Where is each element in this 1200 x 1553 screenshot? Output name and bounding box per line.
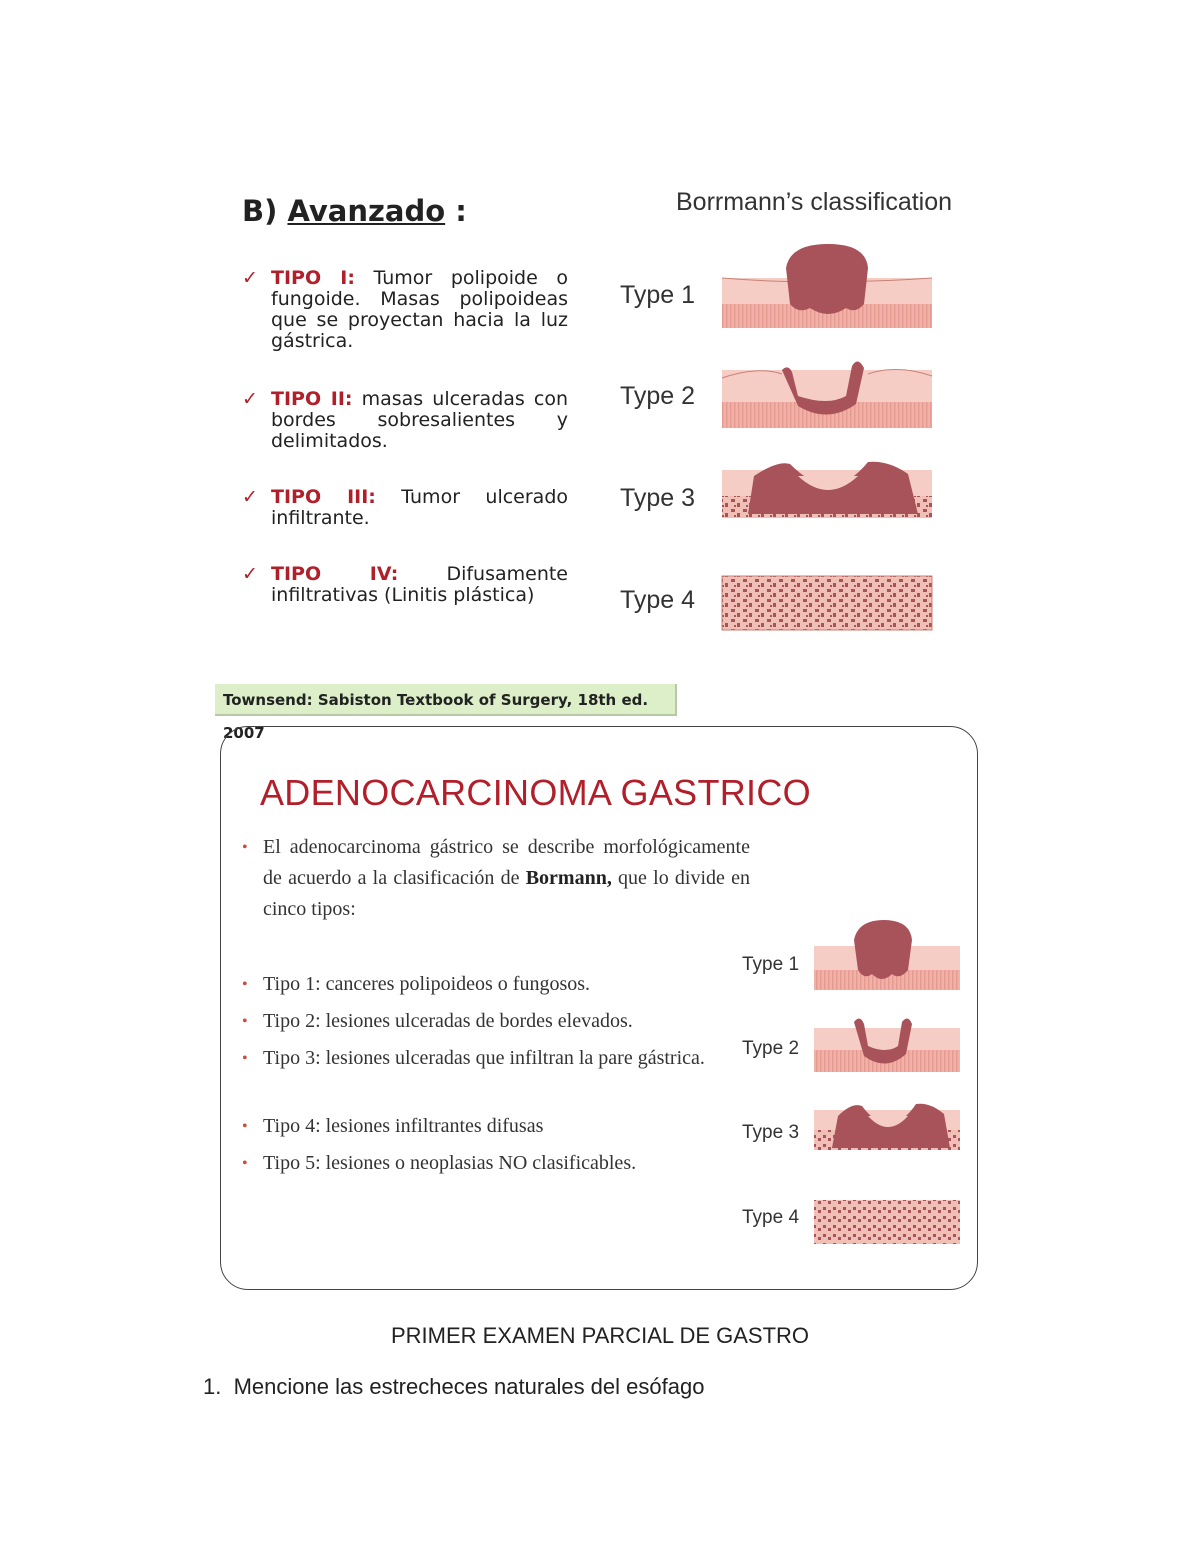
slide-type-label: Type 2 bbox=[742, 1038, 800, 1059]
bullet-text: Tipo 5: lesiones o neoplasias NO clasificables. bbox=[263, 1152, 637, 1174]
bullet-text: Tipo 3: lesiones ulceradas que infiltran la pare gástrica. bbox=[263, 1047, 705, 1069]
tipo-text: masas ulceradas con bordes sobresalientes y delimitados. bbox=[271, 388, 568, 452]
intro-end: que lo divide en cinco tipos: bbox=[263, 867, 750, 920]
slide-type2-illustration bbox=[814, 1018, 960, 1072]
exam-title: PRIMER EXAMEN PARCIAL DE GASTRO bbox=[390, 1323, 810, 1348]
tipo-text: Tumor polipoide o fungoide. Masas polipoideas que se proyectan hacia la luz gástrica. bbox=[271, 267, 568, 352]
tipo-label: TIPO IV: bbox=[271, 563, 399, 585]
bullet-icon: • bbox=[242, 976, 248, 993]
bullet-icon: • bbox=[242, 1155, 248, 1172]
bullet-text: Tipo 2: lesiones ulceradas de bordes elevados. bbox=[263, 1010, 633, 1032]
bullet-text: Tipo 1: canceres polipoideos o fungosos. bbox=[263, 973, 591, 995]
question-text: Mencione las estrecheces naturales del esófago bbox=[233, 1374, 705, 1399]
intro-bold: Bormann, bbox=[525, 867, 612, 889]
tipo-label: TIPO III: bbox=[271, 486, 376, 508]
section-prefix: B) bbox=[242, 194, 278, 228]
tipo-item bbox=[242, 487, 568, 529]
slide-type4-illustration bbox=[814, 1200, 960, 1244]
type-label: Type 1 bbox=[620, 281, 696, 309]
type-label: Type 4 bbox=[620, 586, 696, 614]
tipo-label: TIPO II: bbox=[271, 388, 353, 410]
slide-borrmann-diagram bbox=[812, 918, 962, 1248]
borrmann-title: Borrmann’s classification bbox=[676, 188, 953, 216]
checkmark-icon: ✓ bbox=[242, 267, 258, 289]
bullet-icon: • bbox=[242, 1050, 248, 1067]
bullet-icon: • bbox=[242, 839, 248, 856]
slide-type-label: Type 4 bbox=[742, 1207, 800, 1228]
question-number: 1. bbox=[203, 1374, 222, 1399]
slide-type1-illustration bbox=[814, 920, 960, 990]
checkmark-icon: ✓ bbox=[242, 486, 258, 508]
type-label: Type 2 bbox=[620, 382, 696, 410]
slide-type3-illustration bbox=[814, 1104, 960, 1150]
section-colon: : bbox=[455, 194, 467, 228]
tipo-text: Tumor ulcerado infiltrante. bbox=[271, 486, 568, 529]
type4-illustration bbox=[722, 576, 932, 630]
tipo-item bbox=[242, 564, 568, 606]
bullet-icon: • bbox=[242, 1118, 248, 1135]
checkmark-icon: ✓ bbox=[242, 388, 258, 410]
bullet-item bbox=[242, 1111, 750, 1142]
bullet-text: Tipo 4: lesiones infiltrantes difusas bbox=[263, 1115, 544, 1137]
slide-type-label: Type 3 bbox=[742, 1122, 800, 1143]
bullet-item bbox=[242, 1148, 750, 1179]
bullet-item bbox=[242, 1043, 740, 1074]
bullet-item bbox=[242, 832, 750, 925]
slide-title: ADENOCARCINOMA GASTRICO bbox=[260, 772, 811, 813]
type2-illustration bbox=[722, 361, 932, 428]
type1-illustration bbox=[722, 244, 932, 328]
type-label: Type 3 bbox=[620, 484, 696, 512]
tipo-item bbox=[242, 389, 568, 452]
slide-type-label: Type 1 bbox=[742, 954, 800, 975]
bullet-item bbox=[242, 1006, 750, 1037]
section-heading: Avanzado bbox=[287, 194, 446, 228]
bullet-icon: • bbox=[242, 1013, 248, 1030]
checkmark-icon: ✓ bbox=[242, 563, 258, 585]
type3-illustration bbox=[722, 462, 932, 518]
question-1 bbox=[203, 1374, 704, 1400]
bullet-item bbox=[242, 969, 750, 1000]
borrmann-diagram bbox=[718, 238, 934, 638]
citation-box: Townsend: Sabiston Textbook of Surgery, 18th ed. 2007 bbox=[215, 684, 677, 716]
tipo-label: TIPO I: bbox=[271, 267, 355, 289]
tipo-item bbox=[242, 268, 568, 352]
section-title bbox=[242, 194, 467, 228]
tipo-text: Difusamente infiltrativas (Linitis plástica) bbox=[271, 563, 568, 606]
intro-text: El adenocarcinoma gástrico se describe morfológicamente de acuerdo a la clasificación de bbox=[263, 836, 750, 889]
